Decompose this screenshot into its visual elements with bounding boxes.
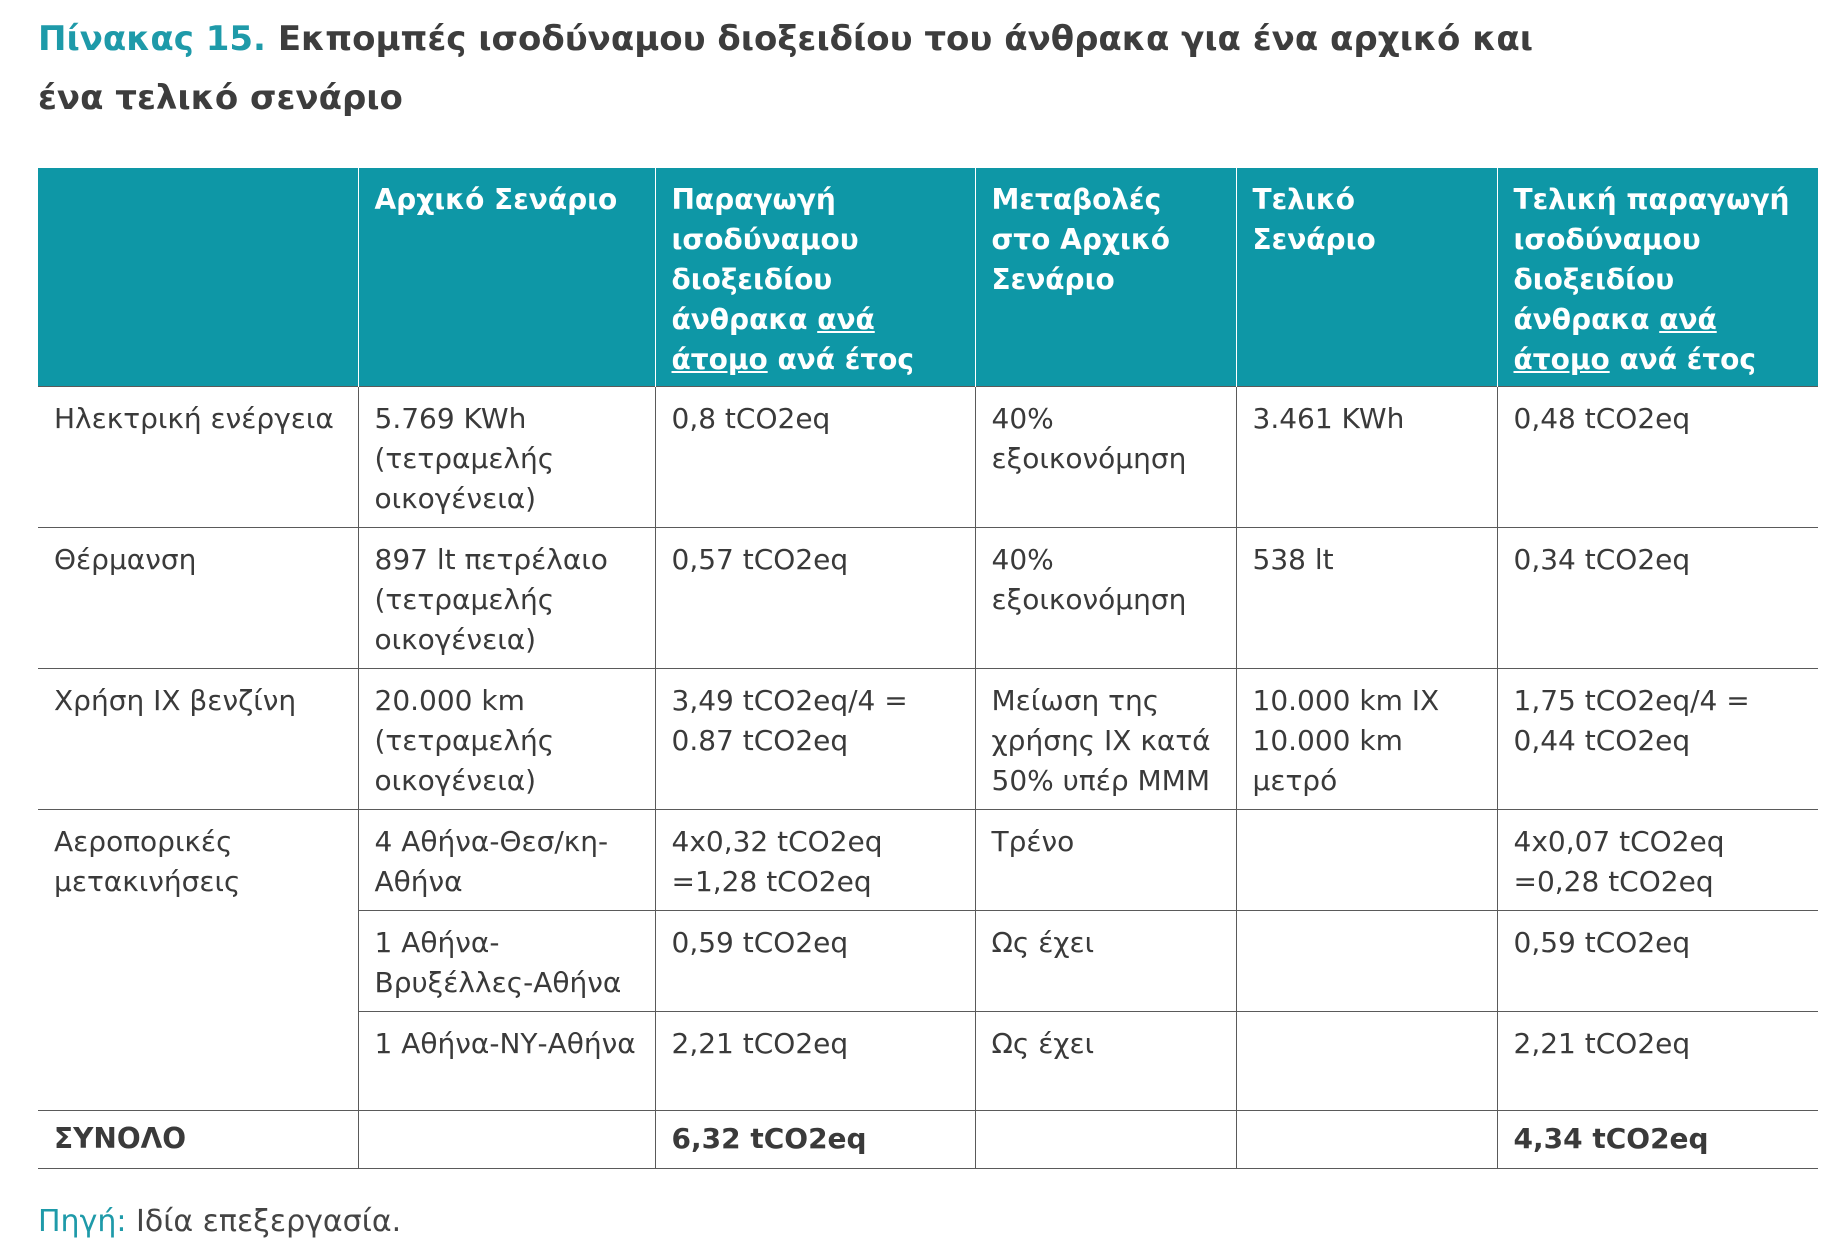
cell-changes: Ως έχει <box>975 1012 1236 1111</box>
cell-total-final-production: 4,34 tCO2eq <box>1497 1111 1818 1169</box>
cell-changes: Τρένο <box>975 810 1236 911</box>
cell-category <box>38 911 358 1012</box>
table-row <box>38 1012 1818 1111</box>
cell-production: 0,57 tCO2eq <box>655 528 975 669</box>
cell-final <box>1236 911 1497 1012</box>
cell-initial: 20.000 km (τετραμελής οικογένεια) <box>358 669 655 810</box>
cell-initial: 1 Αθήνα-Βρυξέλλες-Αθήνα <box>358 911 655 1012</box>
cell-production: 3,49 tCO2eq/4 = 0.87 tCO2eq <box>655 669 975 810</box>
cell-final: 538 lt <box>1236 528 1497 669</box>
cell-total-initial <box>358 1111 655 1169</box>
header-final-scenario: Τελικό Σενάριο <box>1236 168 1497 387</box>
cell-production: 2,21 tCO2eq <box>655 1012 975 1111</box>
cell-changes: 40% εξοικονόμηση <box>975 387 1236 528</box>
cell-initial: 5.769 KWh (τετραμελής οικογένεια) <box>358 387 655 528</box>
cell-final <box>1236 1012 1497 1111</box>
table-row <box>38 528 1818 669</box>
cell-category <box>38 1012 358 1111</box>
table-title-text: Εκπομπές ισοδύναμου διοξειδίου του άνθρακα για ένα αρχικό και ένα τελικό σενάριο <box>38 19 1534 118</box>
emissions-table <box>38 168 1818 1169</box>
cell-final <box>1236 810 1497 911</box>
header-production-text: Παραγωγή ισοδύναμου διοξειδίου άνθρακα <box>671 183 859 336</box>
cell-production: 0,59 tCO2eq <box>655 911 975 1012</box>
source-text: Ιδία επεξεργασία. <box>136 1204 402 1239</box>
header-production-year: ανά έτος <box>777 343 915 376</box>
header-final-production-per: ανά <box>1659 303 1717 336</box>
cell-production: 4x0,32 tCO2eq =1,28 tCO2eq <box>655 810 975 911</box>
table-title <box>38 10 1598 128</box>
header-final-production-year: ανά έτος <box>1619 343 1757 376</box>
source-label: Πηγή: <box>38 1204 127 1239</box>
header-initial-scenario: Αρχικό Σενάριο <box>358 168 655 387</box>
cell-category: Αεροπορικές μετακινήσεις <box>38 810 358 911</box>
cell-final-production: 4x0,07 tCO2eq =0,28 tCO2eq <box>1497 810 1818 911</box>
cell-initial: 4 Αθήνα-Θεσ/κη-Αθήνα <box>358 810 655 911</box>
cell-total-label: ΣΥΝΟΛΟ <box>38 1111 358 1169</box>
cell-production: 0,8 tCO2eq <box>655 387 975 528</box>
cell-final-production: 2,21 tCO2eq <box>1497 1012 1818 1111</box>
cell-total-changes <box>975 1111 1236 1169</box>
cell-final-production: 0,48 tCO2eq <box>1497 387 1818 528</box>
header-row <box>38 168 1818 387</box>
cell-category: Ηλεκτρική ενέργεια <box>38 387 358 528</box>
cell-initial: 1 Αθήνα-ΝΥ-Αθήνα <box>358 1012 655 1111</box>
cell-changes: Ως έχει <box>975 911 1236 1012</box>
table-number-label: Πίνακας 15. <box>38 19 266 59</box>
header-production-per-person <box>655 168 975 387</box>
header-final-production-person: άτομο <box>1513 343 1610 376</box>
header-changes: Μεταβολές στο Αρχικό Σενάριο <box>975 168 1236 387</box>
table-row <box>38 387 1818 528</box>
cell-final: 3.461 KWh <box>1236 387 1497 528</box>
cell-initial: 897 lt πετρέλαιο (τετραμελής οικογένεια) <box>358 528 655 669</box>
header-final-production-text: Τελική παραγωγή ισοδύναμου διοξειδίου άνθρακα <box>1513 183 1790 336</box>
table-row <box>38 810 1818 911</box>
header-final-production <box>1497 168 1818 387</box>
cell-final-production: 0,34 tCO2eq <box>1497 528 1818 669</box>
cell-category: Θέρμανση <box>38 528 358 669</box>
cell-total-final <box>1236 1111 1497 1169</box>
cell-changes: 40% εξοικονόμηση <box>975 528 1236 669</box>
cell-total-production: 6,32 tCO2eq <box>655 1111 975 1169</box>
total-row <box>38 1111 1818 1169</box>
cell-final: 10.000 km ΙΧ 10.000 km μετρό <box>1236 669 1497 810</box>
cell-final-production: 0,59 tCO2eq <box>1497 911 1818 1012</box>
cell-category: Χρήση ΙΧ βενζίνη <box>38 669 358 810</box>
cell-changes: Μείωση της χρήσης ΙΧ κατά 50% υπέρ ΜΜΜ <box>975 669 1236 810</box>
cell-final-production: 1,75 tCO2eq/4 = 0,44 tCO2eq <box>1497 669 1818 810</box>
table-row <box>38 911 1818 1012</box>
source-note <box>38 1202 401 1242</box>
header-category <box>38 168 358 387</box>
table-row <box>38 669 1818 810</box>
header-production-person: άτομο <box>671 343 768 376</box>
header-production-per: ανά <box>817 303 875 336</box>
